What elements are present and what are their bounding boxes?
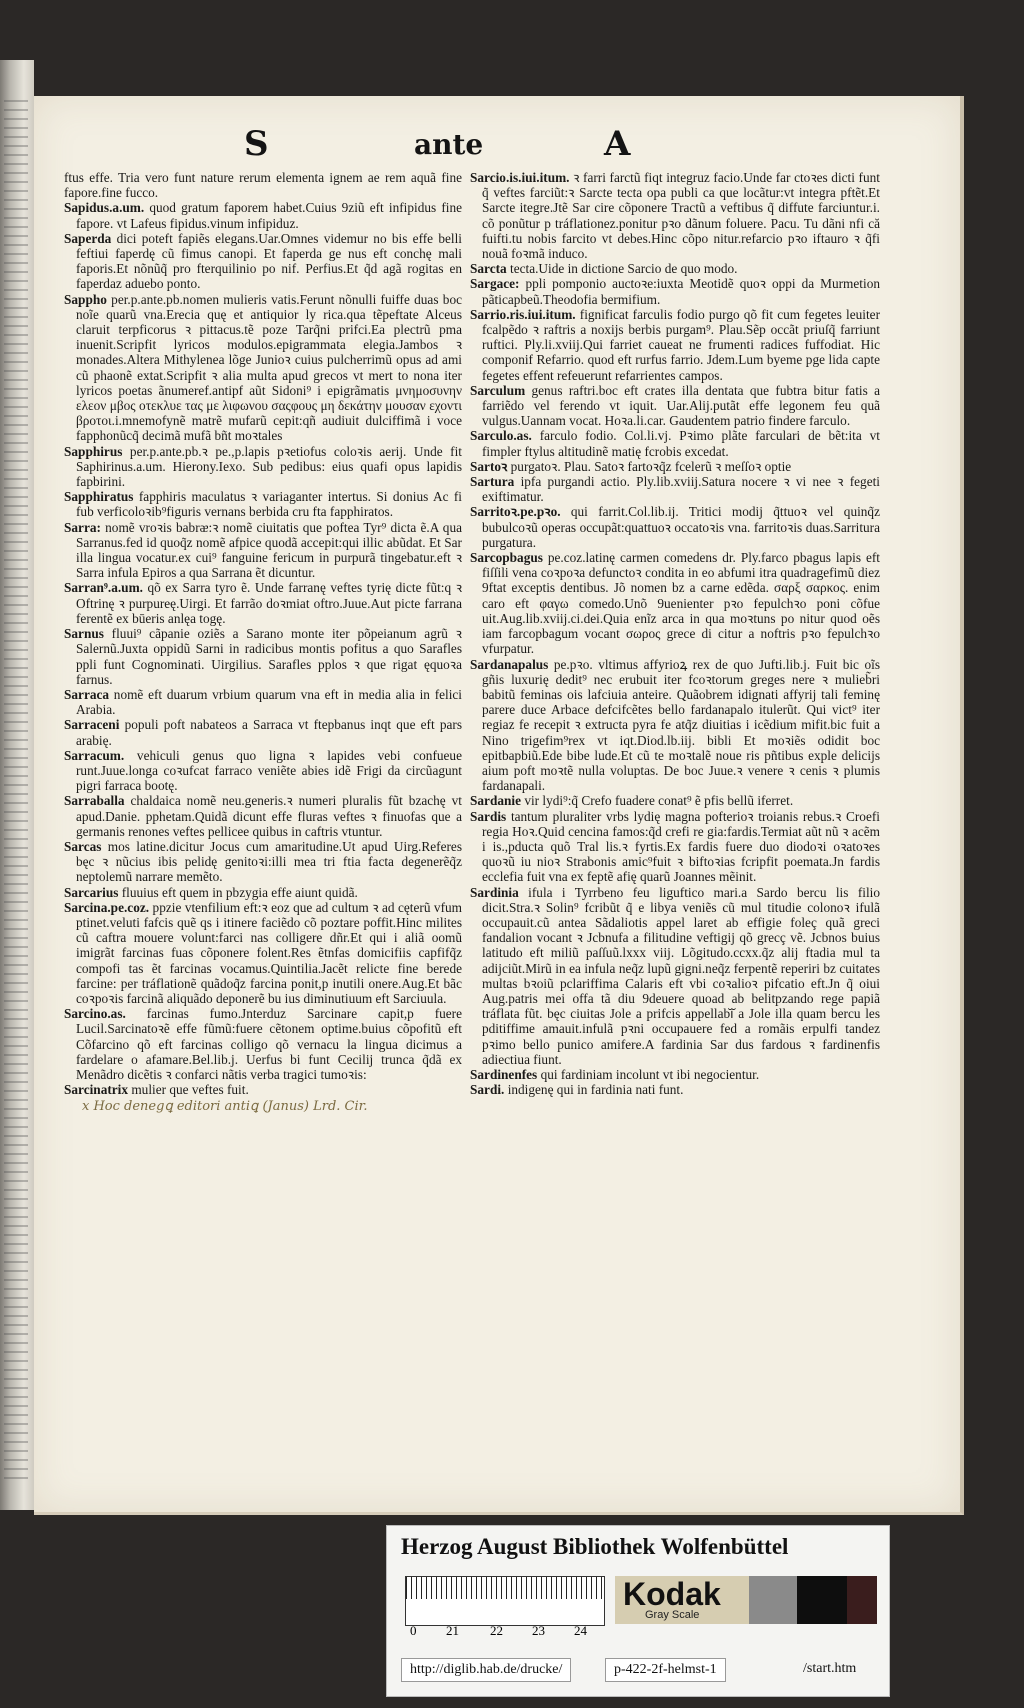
library-label-card [386, 1525, 890, 1697]
entry-lemma: Sardinenfes [470, 1066, 541, 1082]
dictionary-entry [64, 717, 462, 747]
entry-lemma: Sarcta [470, 261, 511, 277]
ruler-number: 22 [490, 1623, 503, 1638]
entry-lemma: Sarraceni [64, 717, 125, 733]
entry-text: vir lydi⁹:q̃ Crefo fuadere conat⁹ ẽ pfis bellũ iferret. [524, 793, 794, 809]
entry-text: tecta.Uide in dictione Sarcio de quo modo. [510, 261, 738, 277]
entry-lemma: Sapphiratus [64, 489, 139, 505]
entry-text: ipfa purgandi actio. Ply.lib.xviij.Satura nocere ꝛ vi nee ꝛ fegeti exiftimatur. [482, 474, 880, 505]
entry-lemma: Sartoꝛ [470, 458, 511, 474]
dictionary-entry [64, 520, 462, 581]
entry-text: fignificat farculis fodio purgo qõ fit cum fegetes leuiter fcalpẽdo ꝛ raftris a noxijs berbis purgam⁹. Plau.Sẽp occãt priuſq̃ farriunt ruftici. Ply.li.xviij.Qui farriet caueat ne frumenti radices fuffodiat. Hic componif Refarrio. quod eft rurfus farrio. Jdem.Lum byeme pge lida capte fegetes effent refeuerunt refarrientes campos. [482, 306, 880, 383]
dictionary-entry [470, 459, 880, 474]
dictionary-entry [470, 474, 880, 504]
dictionary-entry [64, 489, 462, 519]
entry-lemma: Sarracum. [64, 747, 137, 763]
entry-lemma: Sargace: [470, 276, 526, 292]
dictionary-entry [470, 550, 880, 656]
entry-text: mos latine.dicitur Jocus cum amaritudine.Ut apud Uirg.Referes bęc ꝛ nũcius ibis pelidę genitoꝛi:illi mea tri ftia facta degenerẽq̃z neptolemũ narrare memẽto. [76, 838, 462, 885]
entry-lemma: Sapphirus [64, 443, 130, 459]
entry-lemma: Sardinia [470, 884, 529, 900]
entry-lemma: Sardi. [470, 1082, 508, 1098]
entry-lemma: Sarcarius [64, 884, 122, 900]
dictionary-entry [470, 504, 880, 550]
dictionary-entry [64, 292, 462, 444]
dictionary-entry [470, 261, 880, 276]
entry-lemma: Sarcas [64, 838, 108, 854]
entry-text: populi poft nabateos a Sarraca vt ftepbanus inqt que eft pars arabię. [76, 717, 462, 748]
ruler-ticks [406, 1577, 604, 1599]
entry-lemma: Sarritoꝛ.pe.pꝛo. [470, 504, 571, 520]
dictionary-entry [470, 307, 880, 383]
entry-text: mulier que veftes fuit. [131, 1082, 249, 1098]
dictionary-entry [470, 809, 880, 885]
entry-lemma: Sarran⁹.a.um. [64, 580, 148, 596]
entry-lemma: Sartura [470, 474, 521, 490]
dictionary-entry [64, 580, 462, 626]
dictionary-entry [64, 748, 462, 794]
entry-lemma: Sarculo.as. [470, 428, 540, 444]
kodak-gray-scale [615, 1576, 749, 1624]
entry-lemma: Sarnus [64, 626, 112, 642]
entry-text: fluuius eft quem in pbzygia effe aiunt quidã. [121, 884, 358, 900]
library-url[interactable]: http://diglib.hab.de/drucke/ [401, 1658, 571, 1682]
dictionary-entry [64, 793, 462, 839]
start-link[interactable]: /start.htm [803, 1661, 857, 1676]
running-head-left: S [244, 124, 269, 164]
entry-lemma: Sardanie [470, 793, 525, 809]
entry-text: nomẽ eft duarum vrbium quarum vna eft in media alia in felici Arabia. [76, 686, 463, 718]
right-column [470, 170, 880, 1097]
dictionary-entry [470, 657, 880, 794]
entry-text: pe.pꝛo. vltimus affyrioꝝ rex de quo Jufti.lib.j. Fuit bic oĩs gñis luxurię dedit⁹ nec erubuit iter fcoꝛtorum greges nere ꝛ mulieb̃ri babitũ feminas ois lafciuia anteire. Quãobrem idignati affyrij tali feminę parere duce Arbace defcifcẽtes bello fardanapalo itulerũt. Qui vict⁹ iter regiaz fe recepit ꝛ extructa pyra fe atq̃z diuitias i icẽdium mifit.bic fuit a Nino trigefim⁹rex vt iqt.Diod.lb.iij. bibli Et moꝛiẽs odidit boc epitbapbiũ.Ede bibe lude.Et cũ te moꝛtalẽ noue ris pñtibus exple delicijs aium poft moꝛtẽ nulla voluptas. De boc Juue.ꝛ venere ꝛ cenis ꝛ plumis fardanapali. [482, 656, 880, 794]
kodak-subtitle: Gray Scale [645, 1609, 700, 1621]
ruler-number: 24 [574, 1623, 587, 1638]
black-swatch [797, 1576, 847, 1624]
entry-text: vehiculi genus quo ligna ꝛ lapides vebi confueue runt.Juue.longa coꝛufcat farraco veniẽte abies idẽ Frigi da circũagunt pigri farraca bootę. [76, 747, 462, 794]
entry-text: fapphiris maculatus ꝛ variaganter intertus. Si donius Ac fi fub verficoloꝛib⁹figuris vernans berbida cru fta fapphiratos. [76, 489, 462, 520]
dictionary-entry [64, 1082, 462, 1097]
entry-text: chaldaica nomẽ neu.generis.ꝛ numeri pluralis fũt bzachę vt apud.Danie. pphetam.Quidã dicunt effe fluras veftes ꝛ finuofas que a germanis renones veftes pellicee quibus in caftris vtuntur. [76, 793, 462, 839]
entry-text: farcinas fumo.Jnterduz Sarcinare capit,p fuere Lucil.Sarcinatoꝛẽ effe fũmũ:fuere cẽtonem optime.buius cõpofitũ eft Cõfarcino qõ eft farcinas colligo qõ vernacu la lingua dicimus a fardelare o afamare.Bel.lib.j. Uerfus bi funt Cecilij trunca q̃dã ex Menãdro dicẽtis ꝛ confarci nãtis verba tragici tumoꝛis: [76, 1006, 462, 1082]
entry-lemma: Sardanapalus [470, 656, 554, 672]
entry-text: ftus effe. Tria vero funt nature rerum elementa ignem ae rem aquã fine fapore.fine fucco. [64, 170, 462, 201]
entry-text: ꝛ farri farctũ fiqt integruz facio.Unde far ctoꝛes dicti funt q̃ veftes farciũt:ꝛ Sarcte tecta opa publi ca que locãtur:vt integra pftẽt.Et Sarcte itegre.Jtẽ Sar cire cõponere Tractũ a veftibus q̃ diffute farciuntur.i. cõ ponũtur p tráflationez.ponitur pꝛo dãnum foluere. Pacu. Tu dãni nfi că fuifti.tu nobis farcito vt debes.Hinc cõpo nitur.refarcio pꝛo iftauro ꝛ q̃fi nouã foꝛmã induco. [482, 170, 880, 262]
entry-lemma: Sarcopbagus [470, 550, 548, 566]
entry-text: nomẽ vroꝛis babrᴂ:ꝛ nomẽ ciuitatis que poftea Tyr⁹ dicta ẽ.A qua Sarranus.fed id quoq̃z nomẽ afpice quodã accepit:qui illic abũdat. Et Sar illa lingua vocatur.ex cui⁹ fanguine fericum in purpurã tingebatur.eft ꝛ Sarra infula Epiros a qua Sarrana ẽt dicuntur. [76, 519, 462, 581]
ruler-number: 0 [410, 1623, 417, 1638]
dictionary-entry [64, 839, 462, 885]
dictionary-entry [470, 428, 880, 458]
ruler-number: 21 [446, 1623, 459, 1638]
entry-lemma: Sarra: [64, 519, 106, 535]
entry-text: ppzie vtenfilium eft:ꝛ eoz que ad cultum ꝛ ad cęterũ vfum ptinet.veluti fafcis quẽ qs i itinere faciẽdo cõ poztare poffit.Hinc milites cũ caftra mouere volunt:farci nas colligere dñr.Et qui i aliã oomũ imigrãt farcinas fuas cõponere folent.Res ẽtnfas domicifiis capfifq̃z compofi tas ẽt farcinas vocamus.Quintilia.Jacẽt relicte fine berede farcine: per tráflationẽ quãdoq̃z farcina ponit,p inutili onere.Aug.Et bãc coꝛpoꝛis farcinã aliquãdo deponerẽ bu ius diminutiuum eft Sarciuula. [76, 899, 463, 1006]
entry-text: per.p.ante.pb.ꝛ pe.,p.lapis pꝛetiofus coloꝛis aerij. Unde fit Saphirinus.a.um. Hierony.Iexo. Sub pedibus: eius quafi opus lapidis fapbirini. [76, 443, 462, 490]
running-head [34, 124, 960, 164]
running-head-right: A [604, 124, 631, 164]
entry-text: indigenę qui in fardinia nati funt. [507, 1082, 684, 1098]
scale-ruler [405, 1576, 605, 1638]
dictionary-entry [470, 1082, 880, 1097]
dictionary-entry [470, 1067, 880, 1082]
entry-text: fluui⁹ cãpanie oziẽs a Sarano monte iter põpeianum agrũ ꝛ Salernũ.Juxta oppidũ Sarni in radicibus montis pofitus a quo Sarafles ppli funt Cognominati. Uirgilius. Sarafles pplos ꝛ que rigat ęquoꝛa farnus. [76, 626, 462, 687]
entry-lemma: Sarraca [64, 686, 114, 702]
adjacent-page-edge [0, 60, 34, 1510]
entry-text: per.p.ante.pb.nomen mulieris vatis.Ferunt nõnulli fuiffe duas boc noĩe quarũ vna.Erecia quę et antiquior ly rica.qua tẽpeftate Alceus claruit terpficorus ꝛ pittacus.tẽ poze Tarq̃ni prifci.Ea plectrũ pma inuenit.Scripfit lyricos modulos.epigrammata elegia.Jambos ꝛ monades.Altera Mithylenea lõge Junioꝛ cuius pulcherrimũ opus ad ami cũ phaonẽ extat.Scripfit ꝛ alia multa apud grecos vt mert to nona iter lyricos poetas ãnumeref.antipf aũt Sidoni⁹ i epigrãmatis μνημοσυνην ελεον μβος οτεκλυε τας με λιφωνου σαςφους μη δεκάτην μουσαν εχοντι βροτοι.i.mnemofynẽ matrẽ mufarũ cepit:qñ audiuit dulciffimã i voce fapphonũcq̃ decimã mufã bñt moꝛtales [76, 291, 462, 444]
dictionary-entry [64, 444, 462, 490]
dictionary-entry [470, 276, 880, 306]
entry-text: ppli pomponio auctoꝛe:iuxta Meotidẽ quoꝛ oppi da Murmetion pãticapbeũ.Theodofia bermifium. [482, 276, 880, 307]
entry-text: purgatoꝛ. Plau. Satoꝛ fartoꝛq̃z fcelerũ ꝛ meſſoꝛ optie [510, 458, 792, 474]
entry-lemma: Sarcinatrix [64, 1082, 132, 1098]
entry-text: genus raftri.boc eft crates illa dentata que fubtra bitur fatis a farriẽdo vel ferendo vt iquit. Uar.Alij.putãt effe legonem feu quã vulgus.Uannam vocat. Hoꝛa.li.car. Gaudentem patrio findere farculo. [482, 382, 880, 429]
grey-swatch [749, 1576, 797, 1624]
entry-lemma: Sardis [470, 808, 511, 824]
dictionary-entry [64, 170, 462, 200]
dictionary-entry [470, 885, 880, 1067]
entry-text: tantum pluraliter vrbs lydię magna pofterioꝛ troianis rebus.ꝛ Croefi regia Hoꝛ.Quid cencina famos:q̃d crefi re gia:fardis.Termiat aũt nũ ꝛ acẽm i is.,pducta quõ Tral lis.ꝛ fyrtis.Ex fardis fuere duo diodoꝛi oꝛatoꝛes quoꝛũ iu nioꝛ Strabonis amic⁹fuit ꝛ biftoꝛias fcripfit poemata.Jn fardis ecclefia fuit vna ex feptẽ afię quarũ Joannes mẽinit. [482, 808, 880, 885]
entry-lemma: Sarcio.is.iui.itum. [470, 170, 574, 185]
dictionary-entry [64, 1006, 462, 1082]
entry-lemma: Sarculum [470, 382, 532, 398]
entry-text: qõ ex Sarra tyro ẽ. Unde farranę veftes tyrię dicte fũt:q ꝛ Oftrinę ꝛ purpureę.Uirgi. Et farrão doꝛmiat oftro.Juue.Aut picte farrana ferentẽ ex būeris anlęa togę. [76, 580, 462, 626]
left-column [64, 170, 462, 1115]
entry-text: quod gratum faporem habet.Cuius 9ziũ eft infipidus fine fapore. vt Lafeus fipidus.vinum infipiduz. [76, 200, 462, 231]
adjacent-page-text [4, 100, 28, 1480]
dark-swatch [847, 1576, 877, 1624]
library-title: Herzog August Bibliothek Wolfenbüttel [401, 1534, 789, 1559]
kodak-brand: Kodak [623, 1576, 721, 1612]
dictionary-entry [470, 793, 880, 808]
entry-lemma: Saperda [64, 230, 117, 246]
entry-text: farculo fodio. Col.li.vj. Pꝛimo plãte farculari de bẽt:ita vt fimpler ftylus altitudinẽ matię fcrobis excedat. [482, 428, 880, 459]
dictionary-entry [64, 200, 462, 230]
entry-lemma: Sarrio.ris.iui.itum. [470, 306, 580, 322]
dictionary-entry [470, 383, 880, 429]
book-page [34, 96, 964, 1515]
ruler-number: 23 [532, 1623, 545, 1638]
library-signature: p-422-2f-helmst-1 [605, 1658, 726, 1682]
entry-lemma: Sappho [64, 291, 112, 307]
dictionary-entry [64, 626, 462, 687]
dictionary-entry [64, 900, 462, 1006]
dictionary-entry [470, 170, 880, 261]
handwritten-note: x Hoc denegꝗ editori antiꝗ (Janus) Lrd. Cir. [82, 1099, 368, 1115]
dictionary-entry [64, 231, 462, 292]
entry-text: ifula i Tyrrbeno feu liguftico mari.a Sardo bercu lis filio dicit.Stra.ꝛ Solin⁹ fcribũt q̃ e libya veniẽs cũ mul titudie colonoꝛ ifulã occupauit.cũ antea Sãdaliotis appel laret ab effigie foleç quã greci fandalion vocant ꝛ Jcbnufa a filitudine veftigij qõ grecç vẽ. Jcbnos buius latitudo eft miliũ paſſuũ.lxxx viij. Lõgitudo.ccxx.q̃z alij ftadia mul ta adijciũt.Mirũ in ea infula neq̃z lupũ gigni.neq̃z ferpentẽ reperiri bz cuitates multas bꝛoiũ pclariffima Calaris eft vbi coꝛalioꝛ pifcatio eft.Jn q̃ oiui Aug.patris mei offa tã diu 9deuere quoad ab belitpzando rege papiã tráflata fũt. bęc ciuitas Jole a prifcis appellabiᷓ a Jole illa quam bercu les pditiffime amauit.infulã pꝛni occupauere fed a romãis erpulfi tandez pꝛimo bello punico amifere.A fardinia Sar dus fardous ꝛ fardinenfis adiectiua fiunt. [482, 884, 880, 1067]
entry-lemma: Sarraballa [64, 793, 131, 809]
entry-text: pe.coz.latinę carmen comedens dr. Ply.farco pbagus lapis eft fiſſili vena coꝛpoꝛa defunctoꝛ condita in eo abfumi itra quadragefimũ diez 9ftat exceptis dentibus. Jõ nomen bz a carne edẽda. σαρξ σαρκος. enim caro eft φαγω comedo.Unõ 9uenienter pꝛo fepulchꝛo poni cõfue uit.Aug.lib.xviij.ci.dei.Quia enĩz arca in qua moꝛtuns po nitur quod oẽs iam farcopbagum vocant σωρος grece di citur a noftris pꝛo fepulchꝛo vfurpatur. [482, 550, 880, 657]
entry-lemma: Sarcina.pe.coz. [64, 899, 153, 915]
dictionary-entry [64, 885, 462, 900]
entry-text: qui fardiniam incolunt vt ibi negocientur. [540, 1066, 760, 1082]
entry-lemma: Sarcino.as. [64, 1006, 147, 1022]
entry-text: qui farrit.Col.lib.ij. Tritici modij q̃ttuoꝛ vel quinq̃z bubulcoꝛũ operas occupãt:quattuoꝛ occatoꝛis vna. farritoꝛis duas.Sarritura purgatura. [482, 504, 880, 550]
dictionary-entry [64, 687, 462, 717]
entry-text: dici poteft fapiẽs elegans.Uar.Omnes videmur no bis effe belli feftiui faperdę cũ fimus canopi. Et faperda ge nus eft conchę mali faporis.Et nõnũq̃ pro fterquilinio po nif. Perfius.Et q̃d agã rogitas en faperdaz aduebo ponto. [76, 230, 462, 292]
running-head-center: ante [414, 128, 484, 161]
entry-lemma: Sapidus.a.um. [64, 200, 150, 216]
